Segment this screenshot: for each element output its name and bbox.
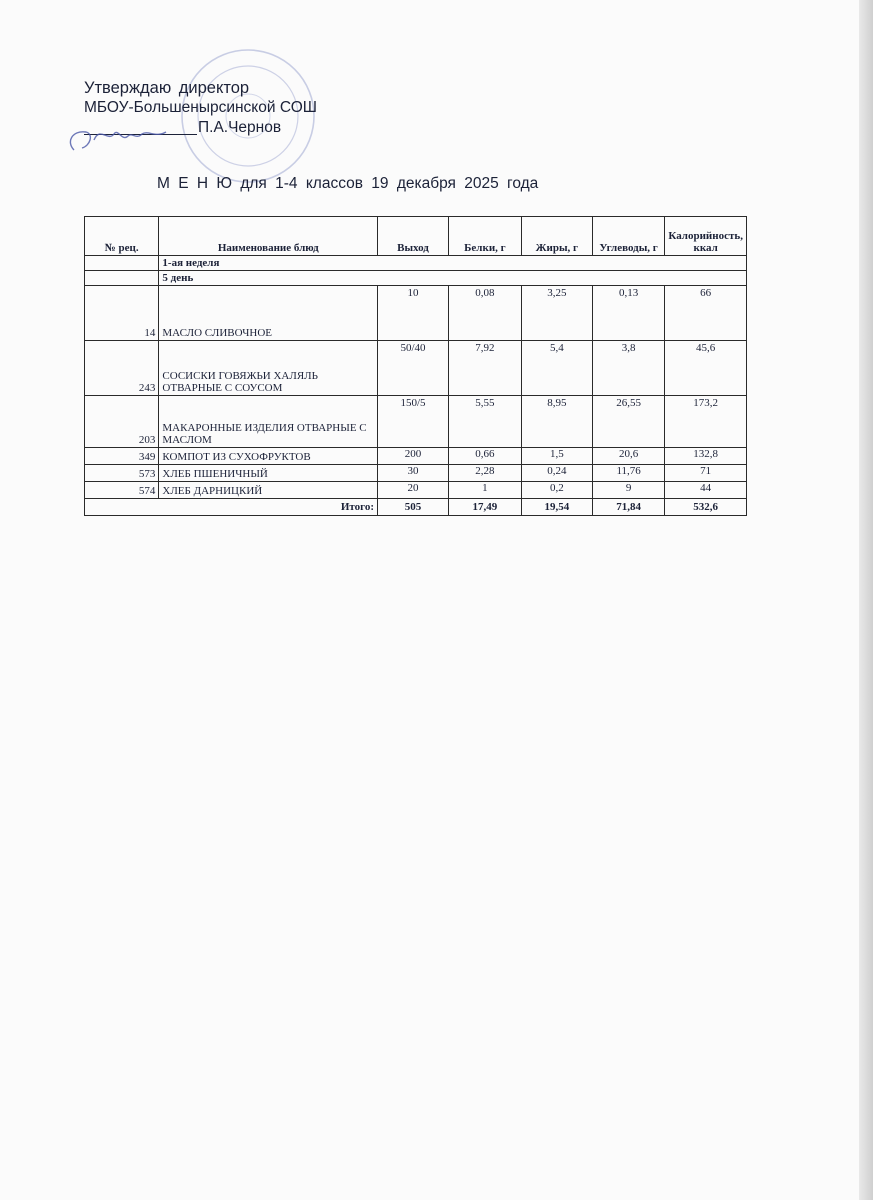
dish-protein: 7,92 <box>448 341 521 396</box>
approval-signer: П.А.Чернов <box>198 119 282 136</box>
table-row <box>85 286 747 341</box>
recipe-number: 349 <box>85 448 159 465</box>
table-row <box>85 465 747 482</box>
header-output: Выход <box>378 217 449 256</box>
table-header-row <box>85 217 747 256</box>
table-row <box>85 396 747 448</box>
dish-calories: 71 <box>665 465 747 482</box>
dish-output: 10 <box>378 286 449 341</box>
total-protein: 17,49 <box>448 499 521 516</box>
dish-carbs: 3,8 <box>592 341 665 396</box>
week-label: 1-ая неделя <box>159 256 747 271</box>
dish-name: КОМПОТ ИЗ СУХОФРУКТОВ <box>159 448 378 465</box>
dish-name: СОСИСКИ ГОВЯЖЬИ ХАЛЯЛЬ ОТВАРНЫЕ С СОУСОМ <box>159 341 378 396</box>
dish-calories: 173,2 <box>665 396 747 448</box>
dish-output: 200 <box>378 448 449 465</box>
total-calories: 532,6 <box>665 499 747 516</box>
approval-title: Утверждаю директор <box>84 79 250 97</box>
dish-carbs: 9 <box>592 482 665 499</box>
dish-name: МАСЛО СЛИВОЧНОЕ <box>159 286 378 341</box>
dish-calories: 44 <box>665 482 747 499</box>
dish-carbs: 26,55 <box>592 396 665 448</box>
header-dish: Наименование блюд <box>159 217 378 256</box>
header-protein: Белки, г <box>448 217 521 256</box>
dish-fat: 0,2 <box>521 482 592 499</box>
header-recipe: № рец. <box>85 217 159 256</box>
dish-name: ХЛЕБ ДАРНИЦКИЙ <box>159 482 378 499</box>
dish-output: 30 <box>378 465 449 482</box>
recipe-number: 573 <box>85 465 159 482</box>
day-row <box>85 271 747 286</box>
dish-fat: 3,25 <box>521 286 592 341</box>
dish-fat: 0,24 <box>521 465 592 482</box>
dish-name: МАКАРОННЫЕ ИЗДЕЛИЯ ОТВАРНЫЕ С МАСЛОМ <box>159 396 378 448</box>
menu-title: М Е Н Ю для 1-4 классов 19 декабря 2025 года <box>157 175 539 192</box>
dish-protein: 2,28 <box>448 465 521 482</box>
total-label: Итого: <box>85 499 378 516</box>
table-row <box>85 341 747 396</box>
dish-carbs: 11,76 <box>592 465 665 482</box>
total-row <box>85 499 747 516</box>
recipe-number: 203 <box>85 396 159 448</box>
dish-fat: 8,95 <box>521 396 592 448</box>
dish-protein: 1 <box>448 482 521 499</box>
recipe-number: 14 <box>85 286 159 341</box>
dish-output: 20 <box>378 482 449 499</box>
dish-calories: 66 <box>665 286 747 341</box>
menu-table <box>84 216 747 516</box>
dish-output: 150/5 <box>378 396 449 448</box>
week-row <box>85 256 747 271</box>
dish-calories: 45,6 <box>665 341 747 396</box>
page-edge-shadow <box>859 0 873 1200</box>
total-carbs: 71,84 <box>592 499 665 516</box>
total-output: 505 <box>378 499 449 516</box>
header-carbs: Углеводы, г <box>592 217 665 256</box>
approval-school: МБОУ-Большенырсинской СОШ <box>84 99 317 116</box>
dish-fat: 1,5 <box>521 448 592 465</box>
recipe-number: 243 <box>85 341 159 396</box>
dish-name: ХЛЕБ ПШЕНИЧНЫЙ <box>159 465 378 482</box>
header-calories: Калорийность, ккал <box>665 217 747 256</box>
day-label: 5 день <box>159 271 747 286</box>
table-row <box>85 482 747 499</box>
dish-calories: 132,8 <box>665 448 747 465</box>
dish-carbs: 0,13 <box>592 286 665 341</box>
dish-carbs: 20,6 <box>592 448 665 465</box>
dish-protein: 0,66 <box>448 448 521 465</box>
dish-output: 50/40 <box>378 341 449 396</box>
table-row <box>85 448 747 465</box>
header-fat: Жиры, г <box>521 217 592 256</box>
total-fat: 19,54 <box>521 499 592 516</box>
dish-fat: 5,4 <box>521 341 592 396</box>
dish-protein: 0,08 <box>448 286 521 341</box>
signature-icon <box>64 112 184 167</box>
dish-protein: 5,55 <box>448 396 521 448</box>
recipe-number: 574 <box>85 482 159 499</box>
